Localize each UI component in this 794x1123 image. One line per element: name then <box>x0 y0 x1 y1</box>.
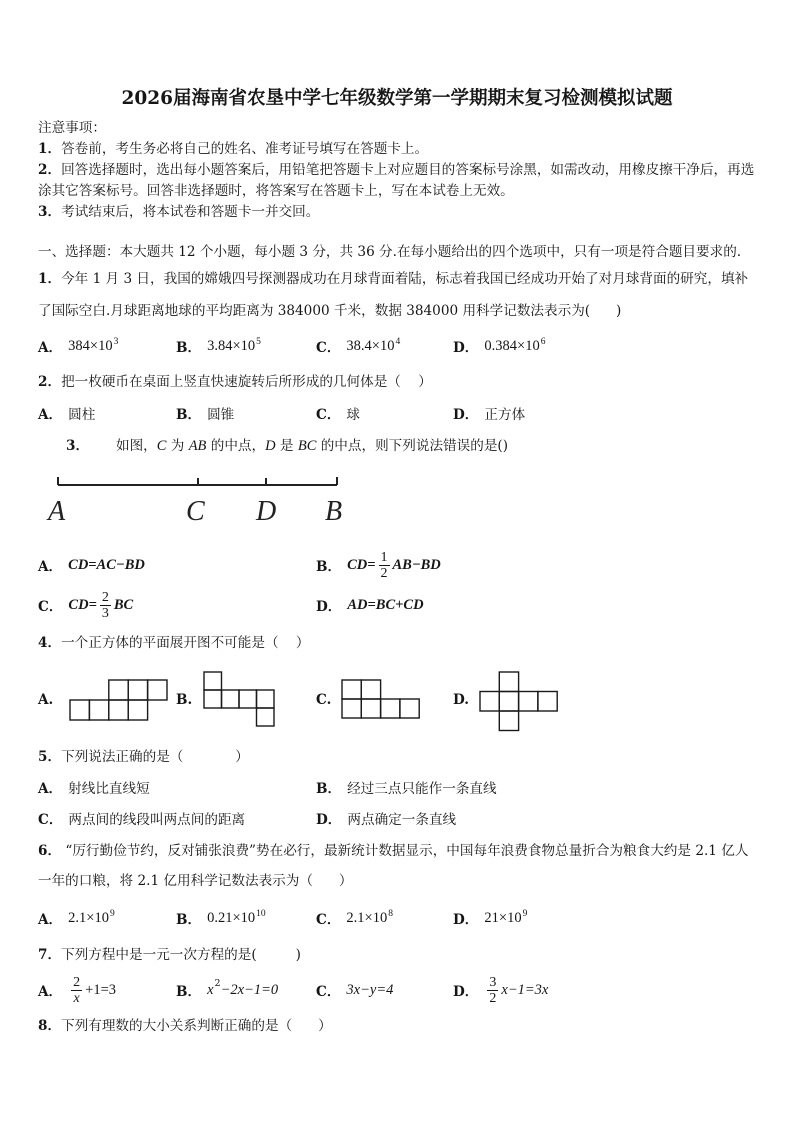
option-label: D． <box>453 984 479 1000</box>
option-label: C. <box>316 692 332 708</box>
exponent: 8 <box>388 908 393 919</box>
question-text-part: 的中点， <box>206 438 266 454</box>
net-square <box>342 699 361 718</box>
option-text: 正方体 <box>484 407 526 423</box>
expression-rest: −2x−1=0 <box>220 981 279 998</box>
exponent: 10 <box>256 908 266 919</box>
net-square <box>204 690 222 708</box>
notice-item-text: 回答选择题时，选出每小题答案后，用铅笔把答题卡上对应题目的答案标号涂黑，如需改动，用橡皮擦干净后，再选涂其它答案标号。回答非选择题时，将答案写在答题卡上，写在本试卷上无效。 <box>38 162 755 199</box>
question-text: 下列方程中是一元一次方程的是( ) <box>61 947 301 963</box>
question-7-option-d <box>453 972 548 1008</box>
net-square <box>148 680 167 700</box>
option-label: B． <box>176 984 202 1000</box>
question-number: 2． <box>38 374 62 390</box>
notice-item-1 <box>38 139 758 160</box>
option-expression: CD=AC−BD <box>68 556 145 573</box>
fraction <box>100 590 111 621</box>
fraction <box>379 550 390 581</box>
option-label: B． <box>316 559 342 575</box>
option-label: C． <box>316 912 341 928</box>
question-3-option-d <box>316 587 424 623</box>
option-label: B. <box>176 692 193 708</box>
question-1-option-b <box>176 328 261 364</box>
question-1-stem <box>38 263 758 327</box>
net-square <box>361 680 380 699</box>
question-7-option-b: B． x $^2$ −2x−1=0 <box>176 978 279 1000</box>
exponent: 3 <box>113 336 119 347</box>
question-number: 6． <box>38 843 62 859</box>
denominator: 2 <box>489 990 497 1006</box>
cube-net-c <box>342 680 419 718</box>
question-text-part: 是 <box>275 438 298 454</box>
question-5-option-c <box>38 800 245 836</box>
question-number: 4． <box>38 635 62 651</box>
net-square <box>480 692 499 712</box>
point-d-name: D <box>265 438 276 454</box>
question-number: 7． <box>38 947 62 963</box>
mantissa: 38.4×10 <box>346 337 395 354</box>
option-label: D． <box>316 599 342 615</box>
option-expression <box>346 338 400 355</box>
notice-item-text: 答卷前，考生务必将自己的姓名、准考证号填写在答题卡上。 <box>61 141 429 157</box>
notice-item-number: 3． <box>38 204 62 220</box>
option-expression <box>207 338 261 355</box>
fraction <box>71 975 82 1006</box>
option-text: 球 <box>346 407 361 423</box>
expression-base: x <box>207 981 214 998</box>
mantissa: 0.21×10 <box>207 909 256 926</box>
fraction <box>487 975 498 1006</box>
denominator: 2 <box>380 565 388 581</box>
net-square <box>109 700 128 720</box>
question-1-option-a <box>38 328 118 364</box>
option-text: 圆锥 <box>207 407 235 423</box>
option-label: C． <box>38 812 63 828</box>
notice-heading: 注意事项： <box>38 120 106 136</box>
question-7-option-a <box>38 972 116 1008</box>
question-6-option-b <box>176 900 266 936</box>
net-square <box>204 672 222 690</box>
mantissa: 21×10 <box>484 909 522 926</box>
question-3-option-a <box>38 547 145 583</box>
question-1-option-d <box>453 328 545 364</box>
question-text: 一个正方体的平面展开图不可能是（ ） <box>61 635 310 651</box>
question-3-option-b <box>316 547 441 583</box>
question-1-option-c <box>316 328 400 364</box>
notice-item-2 <box>38 160 758 201</box>
denominator: x <box>73 990 80 1006</box>
exponent: 5 <box>256 336 261 347</box>
exponent: 9 <box>109 908 115 919</box>
segment-bc-name: BC <box>297 438 317 454</box>
section-heading: 一、选择题：本大题共 12 个小题，每小题 3 分，共 36 分.在每小题给出的四个选项中，只有一项是符合题目要求的. <box>38 244 742 260</box>
segment-ab-name: AB <box>188 438 207 454</box>
net-square <box>361 699 380 718</box>
question-2-option-a <box>38 395 95 431</box>
net-square <box>70 700 89 720</box>
question-2-option-c <box>316 395 360 431</box>
question-4-stem <box>38 633 758 654</box>
option-label: D． <box>453 912 479 928</box>
option-label: C． <box>38 599 63 615</box>
expression-lhs: CD= <box>347 556 376 573</box>
question-text-part: 的中点，则下列说法错误的是() <box>316 438 509 454</box>
net-square <box>499 672 518 692</box>
option-text: 射线比直线短 <box>68 781 150 797</box>
question-number: 3． <box>66 438 90 454</box>
option-label: A． <box>38 912 63 928</box>
net-square <box>89 700 108 720</box>
expression-rhs: +1=3 <box>85 981 117 998</box>
option-label: A． <box>38 559 63 575</box>
option-expression <box>484 338 545 355</box>
option-label: B． <box>176 340 202 356</box>
option-label: B． <box>176 407 202 423</box>
net-square <box>400 699 419 718</box>
question-number: 8． <box>38 1018 62 1034</box>
point-b-label: B <box>325 496 343 527</box>
question-text: “厉行勤俭节约，反对铺张浪费”势在必行，最新统计数据显示，中国每年浪费食物总量折合为粮食大约是 2.1 亿人一年的口粮，将 2.1 亿用科学记数法表示为（ ） <box>38 843 749 889</box>
option-label: C． <box>316 984 341 1000</box>
net-square <box>519 692 538 712</box>
net-square <box>342 680 361 699</box>
exponent: 4 <box>395 336 401 347</box>
mantissa: 2.1×10 <box>68 909 109 926</box>
notice-item-3 <box>38 202 758 223</box>
question-3-stem <box>66 436 756 456</box>
expression-lhs: CD= <box>68 596 97 613</box>
point-d-label: D <box>256 496 277 527</box>
question-3-option-c <box>38 587 133 623</box>
question-6-option-d <box>453 900 527 936</box>
net-square <box>128 700 147 720</box>
point-c-name: C <box>156 438 167 454</box>
cube-nets-figure <box>0 660 794 740</box>
option-expression <box>207 910 266 927</box>
notice-item-number: 2． <box>38 162 62 178</box>
net-square <box>499 711 518 731</box>
cube-net-b <box>204 672 274 726</box>
mantissa: 384×10 <box>68 337 113 354</box>
exponent: 6 <box>540 336 546 347</box>
net-square <box>499 692 518 712</box>
option-label: A． <box>38 340 63 356</box>
exam-title: 2026届海南省农垦中学七年级数学第一学期期末复习检测模拟试题 <box>121 88 673 109</box>
question-text-part: 为 <box>166 438 189 454</box>
point-a-label: A <box>48 496 66 527</box>
option-expression: 3x−y=4 <box>346 981 394 998</box>
question-text: 下列说法正确的是（ ） <box>61 749 249 765</box>
cube-net-a <box>70 680 167 720</box>
option-label: D． <box>453 340 479 356</box>
net-square <box>109 680 128 700</box>
denominator: 3 <box>101 605 109 621</box>
mantissa: 3.84×10 <box>207 337 256 354</box>
net-square <box>381 699 400 718</box>
option-expression <box>484 910 527 927</box>
option-label: B． <box>316 781 342 797</box>
question-text: 把一枚硬币在桌面上竖直快速旋转后所形成的几何体是（ ） <box>61 374 432 390</box>
option-expression: AD=BC+CD <box>347 596 424 613</box>
option-text: 两点确定一条直线 <box>347 812 457 828</box>
question-number: 5． <box>38 749 62 765</box>
option-label: A． <box>38 407 63 423</box>
option-label: C． <box>316 407 341 423</box>
option-label: D． <box>316 812 342 828</box>
option-label: C． <box>316 340 341 356</box>
exponent: 9 <box>522 908 528 919</box>
point-c-label: C <box>186 496 205 527</box>
question-2-option-d <box>453 395 525 431</box>
option-expression <box>346 910 393 927</box>
expression-rhs: AB−BD <box>392 556 441 573</box>
option-label: A. <box>38 692 54 708</box>
question-7-stem <box>38 945 758 966</box>
question-2-stem <box>38 372 758 393</box>
numerator: 3 <box>489 974 497 990</box>
net-square <box>239 690 257 708</box>
mantissa: 0.384×10 <box>484 337 540 354</box>
option-label: B． <box>176 912 202 928</box>
net-square <box>257 690 275 708</box>
question-8-stem <box>38 1016 758 1037</box>
option-text: 经过三点只能作一条直线 <box>347 781 497 797</box>
expression-rhs: x−1=3x <box>501 981 549 998</box>
numerator: 2 <box>73 974 81 990</box>
cube-net-d <box>480 672 557 731</box>
question-6-stem <box>38 836 758 896</box>
mantissa: 2.1×10 <box>346 909 388 926</box>
question-2-option-b <box>176 395 234 431</box>
option-expression <box>68 338 118 355</box>
notice-item-number: 1． <box>38 141 62 157</box>
option-label: D． <box>453 407 479 423</box>
option-label: D. <box>453 692 470 708</box>
question-7-option-c <box>316 972 393 1008</box>
option-label: A． <box>38 984 63 1000</box>
question-text: 下列有理数的大小关系判断正确的是（ ） <box>61 1018 332 1034</box>
option-text: 圆柱 <box>68 407 96 423</box>
numerator: 2 <box>101 589 109 605</box>
notice-item-text: 考试结束后，将本试卷和答题卡一并交回。 <box>61 204 320 220</box>
option-text: 两点间的线段叫两点间的距离 <box>68 812 246 828</box>
numerator: 1 <box>380 549 388 565</box>
expression-rhs: BC <box>113 596 134 613</box>
question-text-part: 如图， <box>116 438 157 454</box>
net-square <box>257 708 275 726</box>
question-5-option-d <box>316 800 456 836</box>
option-expression <box>68 910 115 927</box>
question-5-stem <box>38 747 758 768</box>
net-square <box>538 692 557 712</box>
option-label: A． <box>38 781 63 797</box>
question-text: 今年 1 月 3 日，我国的嫦娥四号探测器成功在月球背面着陆，标志着我国已经成功开始了对月球背面的研究，填补了国际空白.月球距离地球的平均距离为 384000 千米，数据 384000 用科学记数法表示为( ) <box>38 271 749 319</box>
question-6-option-a <box>38 900 115 936</box>
net-square <box>128 680 147 700</box>
question-number: 1． <box>38 271 62 287</box>
net-square <box>222 690 240 708</box>
question-6-option-c <box>316 900 393 936</box>
